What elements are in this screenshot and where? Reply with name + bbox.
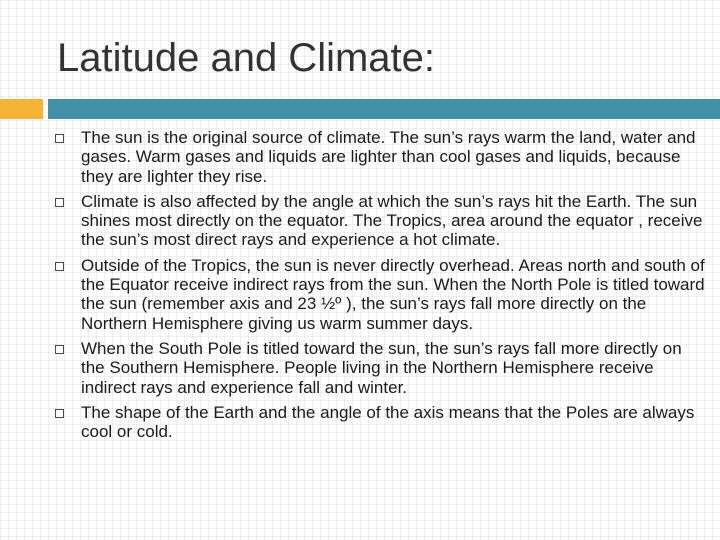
bullet-text: The shape of the Earth and the angle of the axis means that the Poles are always cool or cold. xyxy=(81,402,695,442)
bullet-text: Outside of the Tropics, the sun is never directly overhead. Areas north and south of the Equator receive indirect rays from the sun. When the North Pole is titled toward the sun (remember axis and 23 ½º ), the sun’s rays fall more directly on the Northern Hemisphere giving us warm summer days. xyxy=(81,255,705,333)
bullet-item xyxy=(53,403,708,442)
accent-bar-orange xyxy=(0,99,43,119)
bullet-text: The sun is the original source of climate. The sun’s rays warm the land, water and gases. Warm gases and liquids are lighter than cool gases and liquids, because they are lighter they rise. xyxy=(81,128,696,186)
slide-title: Latitude and Climate: xyxy=(57,36,436,80)
bullet-item xyxy=(53,128,708,186)
bullet-item xyxy=(53,256,708,333)
square-bullet-icon xyxy=(55,345,64,354)
accent-bar-teal xyxy=(48,99,720,119)
bullet-text: When the South Pole is titled toward the sun, the sun’s rays fall more directly on the Southern Hemisphere. People living in the Northern Hemisphere receive indirect rays and experience fall and winter. xyxy=(81,338,682,397)
bullet-item xyxy=(53,339,708,397)
bullet-item xyxy=(53,192,708,250)
square-bullet-icon xyxy=(55,134,64,143)
bullet-text: Climate is also affected by the angle at which the sun’s rays hit the Earth. The sun shines most directly on the equator. The Tropics, area around the equator , receive the sun’s most direct rays and experience a hot climate. xyxy=(81,191,703,250)
square-bullet-icon xyxy=(55,262,64,271)
square-bullet-icon xyxy=(55,198,64,207)
bullet-list xyxy=(53,128,708,447)
square-bullet-icon xyxy=(55,409,64,418)
